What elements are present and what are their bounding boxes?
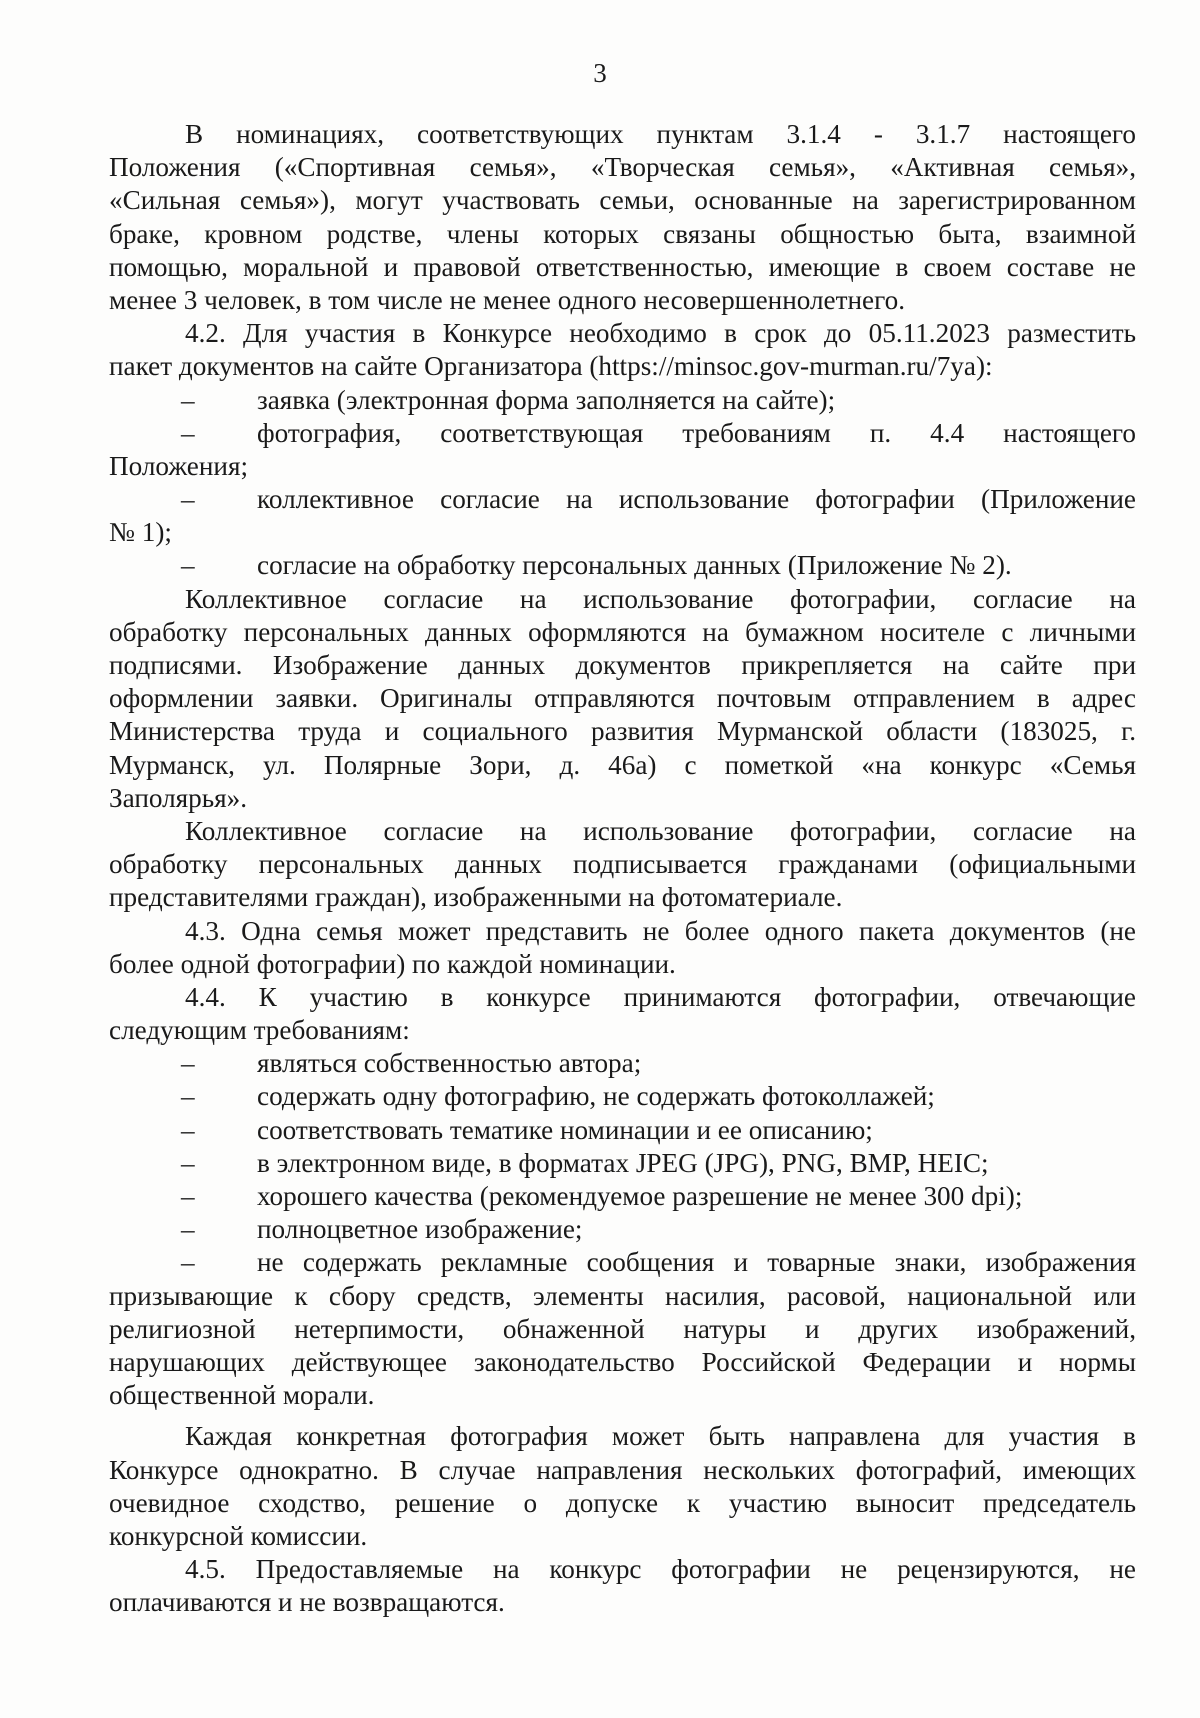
document-body [109, 118, 1136, 1619]
text-line: Конкурсе однократно. В случае направления нескольких фотографий, имеющих [109, 1454, 1136, 1485]
list-item-text: в электронном виде, в форматах JPEG (JPG), PNG, BMP, HEIC; [257, 1147, 989, 1178]
text-line: № 1); [109, 517, 172, 548]
list-dash: – [181, 484, 195, 515]
text-line: «Сильная семья»), могут участвовать семьи, основанные на зарегистрированном [109, 185, 1136, 216]
list-item [109, 1213, 1136, 1246]
list-item-text: фотография, соответствующая требованиям п. 4.4 настоящего [257, 417, 1136, 448]
text-line: Положения; [109, 450, 249, 481]
list-item-text: хорошего качества (рекомендуемое разрешение не менее 300 dpi); [257, 1181, 1023, 1211]
text-line: обработку персональных данных оформляются на бумажном носителе с личными [109, 616, 1136, 647]
list-dash: – [181, 1147, 195, 1178]
list-dash: – [181, 1214, 195, 1245]
text-line: оформлении заявки. Оригиналы отправляются почтовым отправлением в адрес [109, 683, 1136, 714]
paragraph-first-line: Каждая конкретная фотография может быть направлена для участия в [185, 1421, 1136, 1452]
list-item [109, 384, 1136, 417]
text-line: конкурсной комиссии. [109, 1520, 368, 1551]
text-line: следующим требованиям: [109, 1015, 410, 1046]
paragraph-first-line: В номинациях, соответствующих пунктам 3.1.4 - 3.1.7 настоящего [185, 119, 1136, 149]
text-line: Заполярья». [109, 782, 248, 813]
text-line: пакет документов на сайте Организатора (https://minsoc.gov-murman.ru/7ya): [109, 351, 993, 382]
list-dash: – [181, 1081, 195, 1112]
text-line: оплачиваются и не возвращаются. [109, 1587, 505, 1618]
text-line: обработку персональных данных подписывается гражданами (официальными [109, 849, 1136, 880]
text-line: нарушающих действующее законодательство Российской Федерации и нормы [109, 1346, 1136, 1377]
list-dash: – [181, 550, 195, 581]
text-line: помощью, моральной и правовой ответственностью, имеющие в своем составе не [109, 251, 1136, 282]
list-item [109, 1047, 1136, 1080]
text-line: подписями. Изображение данных документов прикрепляется на сайте при [109, 650, 1136, 680]
list-item [109, 1180, 1136, 1213]
text-line: очевидное сходство, решение о допуске к участию выносит председатель [109, 1487, 1136, 1518]
text-line: Министерства труда и социального развития Мурманской области (183025, г. [109, 716, 1136, 747]
list-item [109, 1246, 1136, 1279]
paragraph-first-line: Коллективное согласие на использование фотографии, согласие на [185, 815, 1136, 846]
text-line: призывающие к сбору средств, элементы насилия, расовой, национальной или [109, 1280, 1136, 1311]
text-line: религиозной нетерпимости, обнаженной натуры и других изображений, [109, 1313, 1136, 1344]
list-item-text: не содержать рекламные сообщения и товарные знаки, изображения [257, 1247, 1136, 1278]
list-item [109, 483, 1136, 516]
paragraph-first-line: 4.5. Предоставляемые на конкурс фотографии не рецензируются, не [185, 1554, 1136, 1585]
list-item-text: являться собственностью автора; [257, 1048, 642, 1079]
list-item [109, 549, 1136, 582]
text-line: более одной фотографии) по каждой номинации. [109, 948, 676, 979]
list-dash: – [181, 1181, 195, 1211]
list-dash: – [181, 1048, 195, 1079]
paragraph-first-line: 4.2. Для участия в Конкурсе необходимо в срок до 05.11.2023 разместить [185, 318, 1136, 349]
list-item-text: содержать одну фотографию, не содержать фотоколлажей; [257, 1081, 935, 1112]
list-item-text: коллективное согласие на использование фотографии (Приложение [257, 484, 1136, 515]
list-item [109, 1147, 1136, 1180]
paragraph-gap [109, 1412, 1136, 1420]
list-item [109, 1080, 1136, 1113]
list-dash: – [181, 417, 195, 448]
paragraph-first-line: 4.4. К участию в конкурсе принимаются фотографии, отвечающие [185, 981, 1136, 1012]
list-dash: – [181, 384, 195, 415]
list-dash: – [181, 1114, 195, 1145]
text-line: представителями граждан), изображенными на фотоматериале. [109, 882, 843, 913]
list-dash: – [181, 1247, 195, 1278]
paragraph-first-line: 4.3. Одна семья может представить не более одного пакета документов (не [185, 915, 1136, 946]
paragraph-first-line: Коллективное согласие на использование фотографии, согласие на [185, 583, 1136, 614]
list-item-text: полноцветное изображение; [257, 1214, 583, 1245]
list-item [109, 1114, 1136, 1147]
text-line: браке, кровном родстве, члены которых связаны общностью быта, взаимной [109, 218, 1136, 249]
list-item-text: соответствовать тематике номинации и ее описанию; [257, 1114, 873, 1145]
list-item-text: согласие на обработку персональных данных (Приложение № 2). [257, 550, 1012, 581]
text-line: общественной морали. [109, 1380, 375, 1411]
text-line: Положения («Спортивная семья», «Творческая семья», «Активная семья», [109, 152, 1136, 183]
list-item [109, 417, 1136, 450]
text-line: менее 3 человек, в том числе не менее одного несовершеннолетнего. [109, 284, 905, 315]
list-item-text: заявка (электронная форма заполняется на сайте); [257, 384, 836, 415]
page-number: 3 [593, 58, 607, 88]
text-line: Мурманск, ул. Полярные Зори, д. 46а) с пометкой «на конкурс «Семья [109, 749, 1136, 780]
